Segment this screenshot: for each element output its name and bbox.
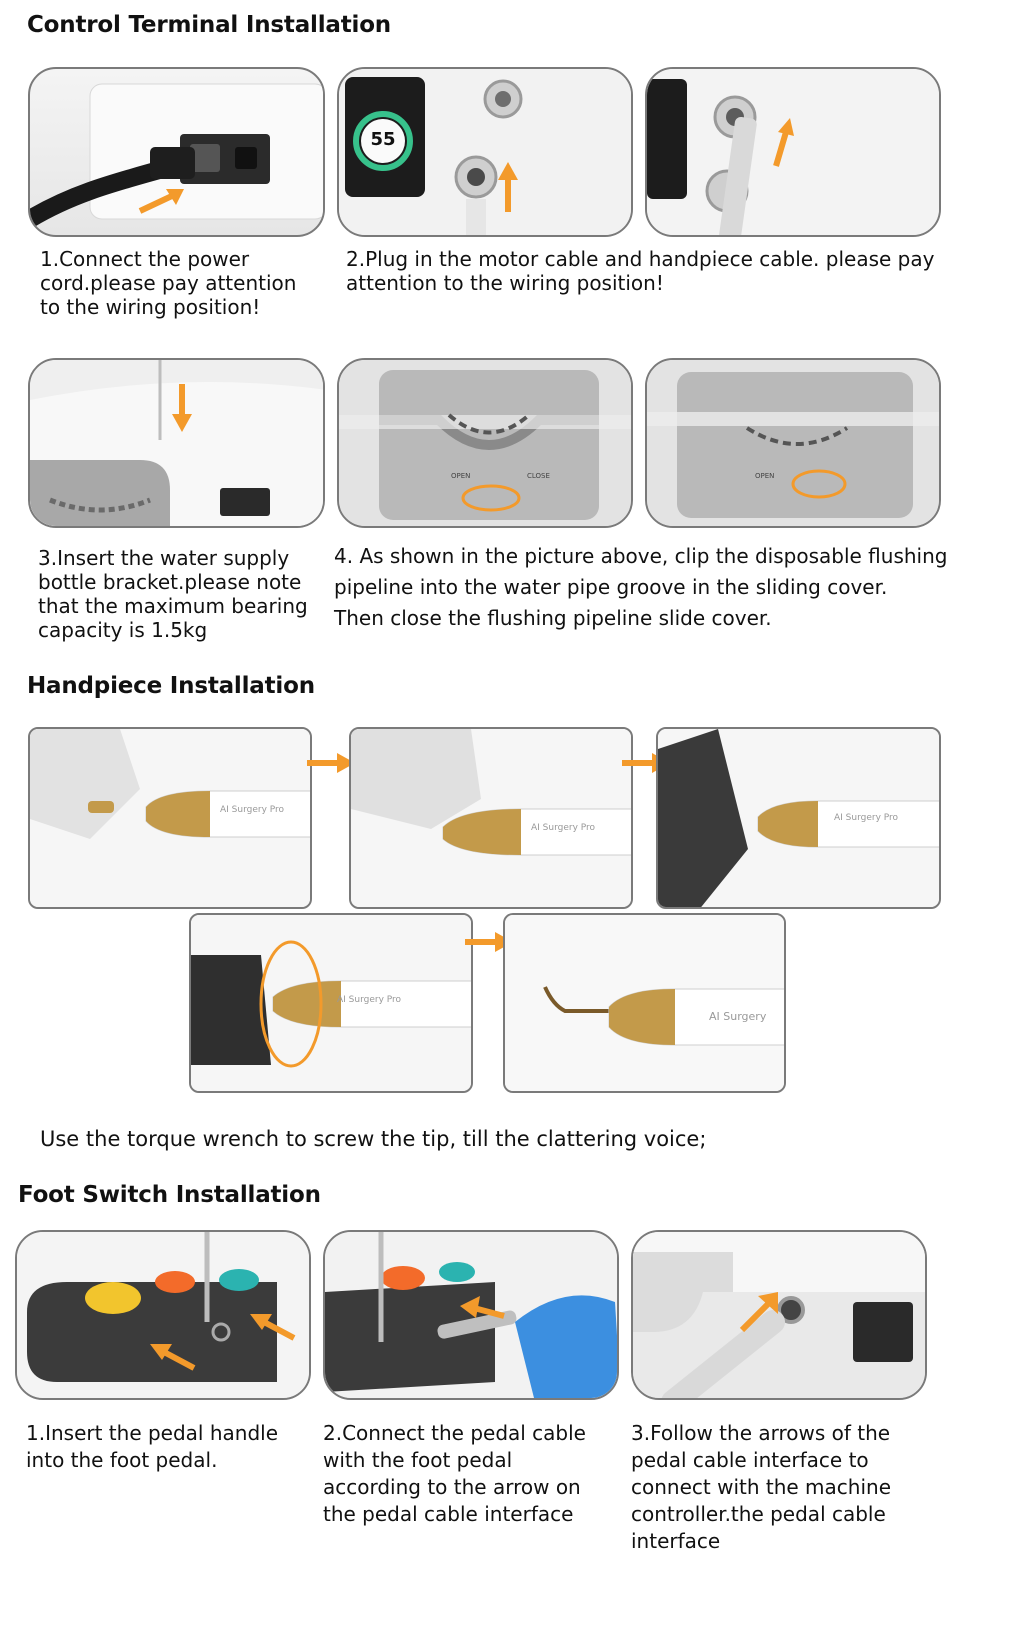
- slide-cover-closed-photo: [645, 358, 941, 528]
- foot-section-title: Foot Switch Installation: [18, 1182, 321, 1208]
- brand-label: AI Surgery Pro: [834, 813, 899, 823]
- arrow-icon: [248, 1310, 298, 1342]
- control-step-3: 3.Insert the water supply bottle bracket.please note that the maximum bearing capacity is 1.5kg: [38, 546, 308, 642]
- slide-close-label: CLOSE: [527, 472, 550, 480]
- brand-label: AI Surgery Pro: [531, 823, 596, 833]
- control-section-title: Control Terminal Installation: [27, 12, 391, 38]
- control-step-2: 2.Plug in the motor cable and handpiece cable. please pay attention to the wiring position!: [346, 247, 935, 295]
- slide-cover-open-photo: [337, 358, 633, 528]
- arrow-icon: [148, 1340, 198, 1372]
- foot-step-1: 1.Insert the pedal handle into the foot pedal.: [26, 1421, 279, 1472]
- control-step-1: 1.Connect the power cord.please pay attention to the wiring position!: [40, 247, 297, 319]
- arrow-icon: [768, 116, 796, 168]
- handpiece-section-title: Handpiece Installation: [27, 673, 315, 699]
- brand-label: AI Surgery Pro: [337, 995, 402, 1005]
- arrow-icon: [170, 382, 194, 434]
- handpiece-step-photo-2: [349, 727, 633, 909]
- torque-note: Use the torque wrench to screw the tip, till the clattering voice;: [40, 1127, 707, 1151]
- foot-step-2: 2.Connect the pedal cable with the foot pedal according to the arrow on the pedal cable interface: [323, 1421, 586, 1526]
- slide-open-label-2: OPEN: [755, 472, 775, 480]
- arrow-icon: [496, 160, 520, 214]
- handpiece-step-photo-4: [189, 913, 473, 1093]
- motor-cable-photo: [337, 67, 633, 237]
- slide-open-label: OPEN: [451, 472, 471, 480]
- screen-value: 55: [370, 129, 396, 150]
- foot-step-3: 3.Follow the arrows of the pedal cable interface to connect with the machine controller.the pedal cable interface: [631, 1421, 891, 1553]
- arrow-icon: [458, 1296, 508, 1326]
- handpiece-step-photo-3: [656, 727, 941, 909]
- handpiece-step-photo-1: [28, 727, 312, 909]
- handpiece-step-photo-5: [503, 913, 786, 1093]
- control-step-4: 4. As shown in the picture above, clip the disposable flushing pipeline into the water pipe groove in the sliding cover. Then close the flushing pipeline slide cover.: [334, 544, 948, 630]
- brand-label: AI Surgery Pro: [220, 805, 285, 815]
- arrow-icon: [136, 185, 188, 217]
- brand-label-short: AI Surgery: [709, 1010, 767, 1023]
- arrow-icon: [738, 1290, 782, 1334]
